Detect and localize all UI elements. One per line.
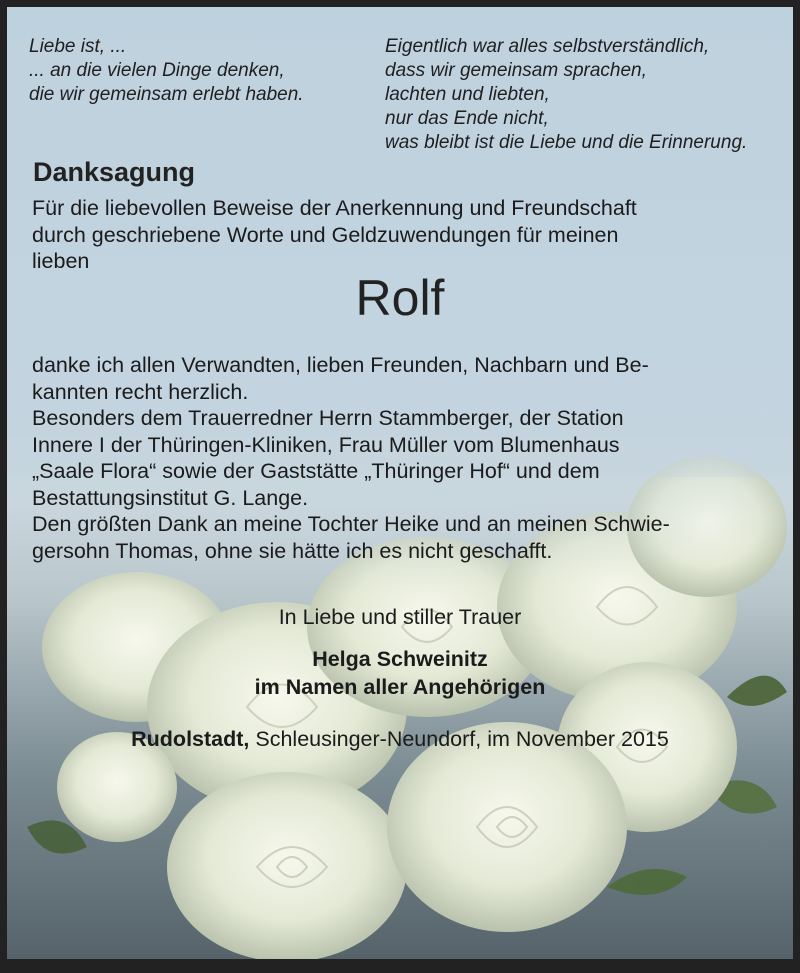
place-date xyxy=(7,727,793,752)
text-line: kannten recht herzlich. xyxy=(32,379,249,404)
obituary-card xyxy=(7,7,793,959)
text-line: „Saale Flora“ sowie der Gaststätte „Thüringer Hof“ und dem xyxy=(32,459,600,483)
quote-line: dass wir gemeinsam sprachen, xyxy=(385,60,647,81)
deceased-name: Rolf xyxy=(355,270,445,326)
quote-line: die wir gemeinsam erlebt haben. xyxy=(29,84,304,105)
text-line: Besonders dem Trauerredner Herrn Stammberger, der Station xyxy=(32,406,624,430)
place-name: Rudolstadt, xyxy=(131,727,250,751)
text-line: durch geschriebene Worte und Geldzuwendungen für meinen xyxy=(32,222,619,247)
text-line: Für die liebevollen Beweise der Anerkennung und Freundschaft xyxy=(32,196,637,220)
text-line: Den größten Dank an meine Tochter Heike und an meinen Schwie- xyxy=(32,512,670,536)
quote-line: Liebe ist, ... xyxy=(29,36,127,57)
closing-phrase: In Liebe und stiller Trauer xyxy=(278,605,522,629)
intro-paragraph xyxy=(32,195,772,275)
quote-right xyxy=(385,35,747,155)
text-line: Bestattungsinstitut G. Lange. xyxy=(32,485,309,510)
quote-line: Eigentlich war alles selbstverständlich, xyxy=(385,36,710,57)
signer-name: Helga Schweinitz xyxy=(312,647,488,671)
signer-family: im Namen aller Angehörigen xyxy=(254,675,546,699)
thanks-paragraph xyxy=(32,352,772,564)
quote-line: lachten und liebten, xyxy=(385,84,550,105)
text-line: Innere I der Thüringen-Kliniken, Frau Müller vom Blumenhaus xyxy=(32,432,620,457)
text-line: gersohn Thomas, ohne sie hätte ich es nicht geschafft. xyxy=(32,538,553,563)
place-date-rest: Schleusinger-Neundorf, im November 2015 xyxy=(249,727,669,751)
quote-line: was bleibt ist die Liebe und die Erinnerung. xyxy=(385,132,748,153)
quote-line: nur das Ende nicht, xyxy=(385,108,549,129)
quote-left xyxy=(29,35,304,107)
heading: Danksagung xyxy=(33,157,196,187)
text-line: danke ich allen Verwandten, lieben Freunden, Nachbarn und Be- xyxy=(32,353,649,377)
text-line: lieben xyxy=(32,249,90,273)
quote-line: ... an die vielen Dinge denken, xyxy=(29,60,285,81)
